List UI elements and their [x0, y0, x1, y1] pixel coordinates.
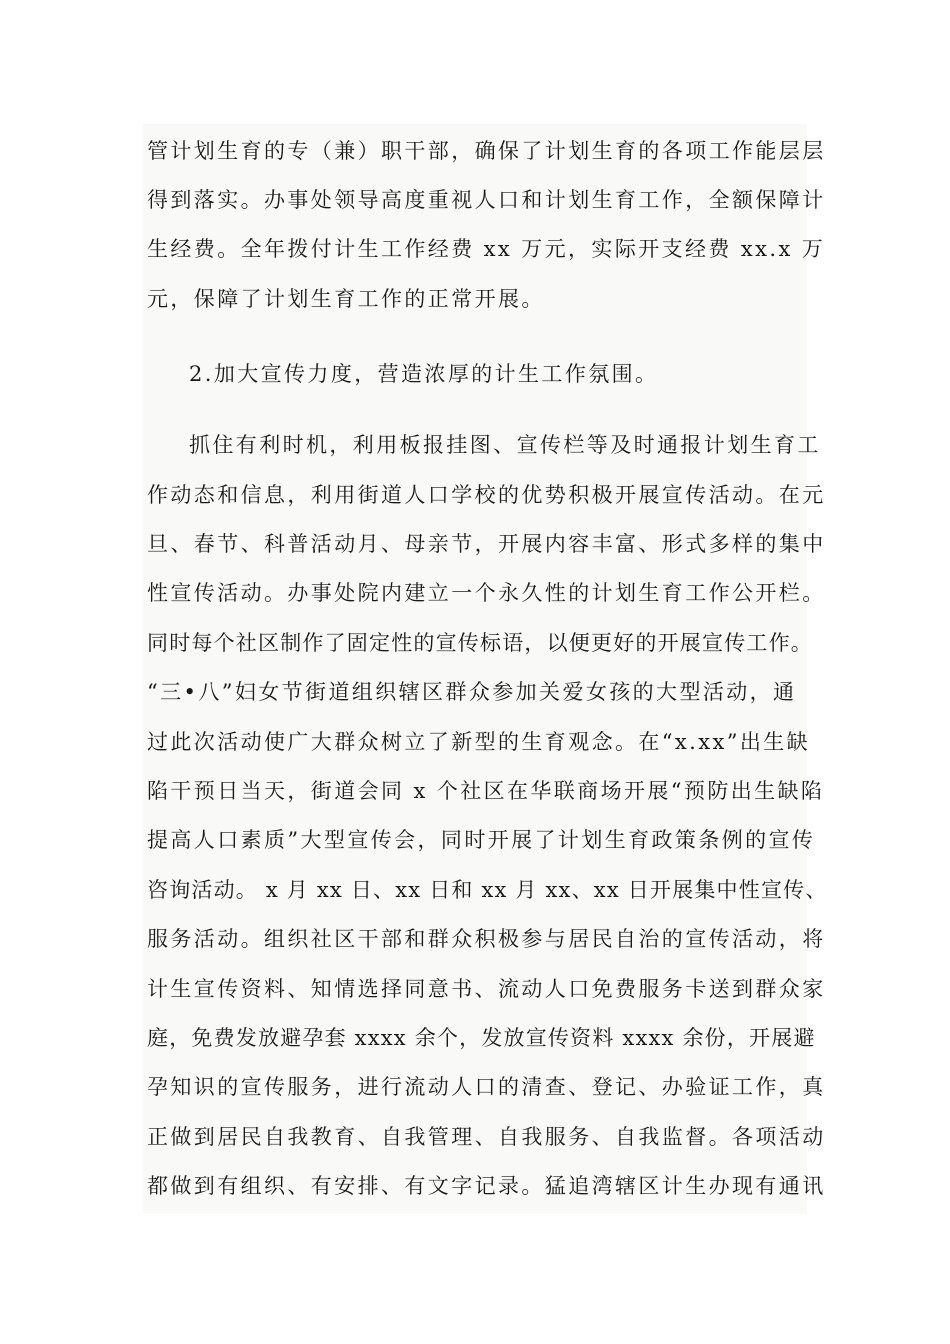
text-line: 得到落实。办事处领导高度重视人口和计划生育工作，全额保障计: [147, 188, 826, 212]
text-line: 提高人口素质”大型宣传会，同时开展了计划生育政策条例的宣传: [147, 828, 816, 852]
text-line: “三•八”妇女节街道组织辖区群众参加关爱女孩的大型活动，通: [147, 680, 797, 704]
text-line: 生经费。全年拨付计生工作经费 xx 万元，实际开支经费 xx.x 万: [147, 237, 826, 261]
text-line: 服务活动。组织社区干部和群众积极参与居民自治的宣传活动，将: [147, 927, 826, 951]
section-heading: 2.加大宣传力度，营造浓厚的计生工作氛围。: [189, 362, 659, 386]
text-line: 陷干预日当天，街道会同 x 个社区在华联商场开展“预防出生缺陷: [147, 779, 825, 803]
text-line: 计生宣传资料、知情选择同意书、流动人口免费服务卡送到群众家: [147, 977, 826, 1001]
text-line: 管计划生育的专（兼）职干部，确保了计划生育的各项工作能层层: [147, 139, 826, 163]
text-line: 都做到有组织、有安排、有文字记录。猛追湾辖区计生办现有通讯: [147, 1174, 826, 1198]
text-line: 旦、春节、科普活动月、母亲节，开展内容丰富、形式多样的集中: [147, 532, 826, 556]
text-line: 过此次活动使广大群众树立了新型的生育观念。在“x.xx”出生缺: [147, 730, 811, 754]
document-body: [143, 124, 828, 1214]
text-line: 正做到居民自我教育、自我管理、自我服务、自我监督。各项活动: [147, 1125, 826, 1149]
text-line: 抓住有利时机，利用板报挂图、宣传栏等及时通报计划生育工: [189, 433, 821, 457]
text-line: 同时每个社区制作了固定性的宣传标语，以便更好的开展宣传工作。: [147, 631, 813, 655]
text-line: 元，保障了计划生育工作的正常开展。: [147, 287, 545, 311]
text-line: 咨询活动。 x 月 xx 日、xx 日和 xx 月 xx、xx 日开展集中性宣传、: [147, 878, 828, 902]
text-line: 孕知识的宣传服务，进行流动人口的清查、登记、办验证工作，真: [147, 1075, 826, 1099]
text-line: 性宣传活动。办事处院内建立一个永久性的计划生育工作公开栏。: [147, 581, 826, 605]
text-line: 庭，免费发放避孕套 xxxx 余个，发放宣传资料 xxxx 余份，开展避: [147, 1026, 816, 1050]
text-line: 作动态和信息，利用街道人口学校的优势积极开展宣传活动。在元: [147, 483, 826, 507]
